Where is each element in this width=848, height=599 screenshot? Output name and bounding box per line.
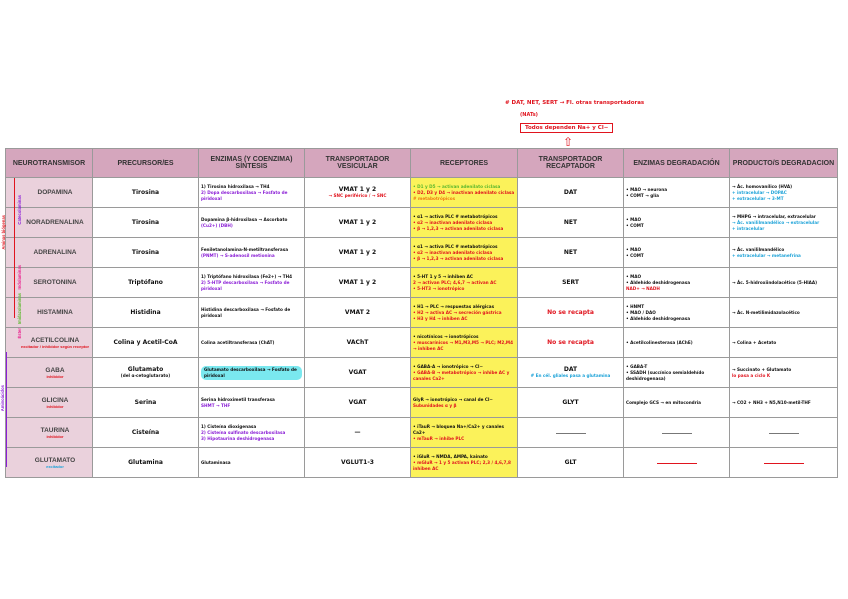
synthesis-enzyme: Histidina descarboxilasa → Fosfato de piridoxal	[201, 306, 291, 318]
degradation-enzyme: • MAO / DAO	[626, 309, 656, 315]
receptor: • GABA-A → ionotrópico → Cl−	[413, 363, 483, 369]
transporters-note: # DAT, NET, SERT → Fl. otras transportadoras	[505, 100, 645, 106]
receptors-cell	[411, 358, 518, 388]
side-label-aminas: Aminas biógenas	[1, 215, 6, 250]
synthesis-enzymes-cell	[199, 178, 305, 208]
reuptake-transporter-cell	[518, 268, 624, 298]
table-row	[6, 298, 838, 328]
precursor-cell	[93, 328, 199, 358]
neurotransmitter-table	[5, 148, 838, 478]
synthesis-enzymes-cell	[199, 208, 305, 238]
precursor: Tirosina	[131, 189, 160, 196]
reuptake-transporter: GLYT	[562, 399, 579, 406]
receptor: • D1 y D5 → activan adenilato ciclasa	[413, 183, 501, 189]
synthesis-enzyme: Feniletanolamina-N-metiltransferasa	[201, 246, 289, 252]
receptor: • mGluR → 1 y 5 activan PLC; 2,3 / 4,6,7,8 inhiben AC	[413, 459, 511, 471]
reuptake-transporter: DAT	[563, 189, 578, 196]
effect-label: inhibidor	[46, 433, 64, 439]
receptor: • H3 y H4 → inhiben AC	[413, 315, 468, 321]
synthesis-enzyme: (PNMT) → S-adenosil metionina	[201, 252, 275, 258]
receptor: • α1 → activa PLC # metabotrópicos	[413, 243, 498, 249]
effect-label: excitador / inhibidor según receptor	[20, 343, 90, 349]
vesicular-transporter: VGAT	[348, 369, 367, 376]
synthesis-enzymes-cell	[199, 238, 305, 268]
degradation-enzyme: • Aldehído deshidrogenasa	[626, 315, 691, 321]
synthesis-enzyme: 1) Tirosina hidroxilasa → TH4	[201, 183, 270, 189]
reuptake-transporter-cell	[518, 238, 624, 268]
synthesis-enzyme: 2) Dopa descarboxilasa → Fosfato de piridoxal	[201, 189, 288, 201]
vesicular-transporter: VMAT 1 y 2	[338, 186, 377, 193]
degradation-product: → MHPG → intracelular, extracelular	[732, 213, 816, 219]
vesicular-transporter: VMAT 1 y 2	[338, 219, 377, 226]
precursor: Glutamina	[128, 459, 163, 466]
precursor: Serina	[134, 399, 157, 406]
receptor: • β → 1,2,3 → activan adenilato ciclasa	[413, 225, 504, 231]
synthesis-enzyme: Colina acetiltransferasa (ChAT)	[201, 339, 275, 345]
degradation-products-cell	[730, 418, 838, 448]
receptor: • GABA-B → metabotrópico → inhibe AC y canales Ca2+	[413, 369, 510, 381]
neurotransmitter-name: TAURINA	[40, 426, 70, 434]
side-label-imidazolaminas: Imidazolaminas	[17, 293, 22, 325]
receptor: # metabotrópicos	[413, 195, 456, 201]
empty-dash	[662, 433, 692, 434]
synthesis-enzymes-cell	[199, 358, 305, 388]
column-header: PRODUCTO/S DEGRADACION	[730, 149, 838, 178]
reuptake-note: # En cél. gliales pasa a glutamina	[530, 373, 611, 378]
reuptake-transporter: SERT	[562, 279, 579, 286]
vesicular-transporter-cell	[305, 298, 411, 328]
receptors-cell	[411, 328, 518, 358]
degradation-product: → CO2 + NH3 + N5,N10-metil-THF	[732, 399, 811, 405]
table-row	[6, 208, 838, 238]
neurotransmitter-name: DOPAMINA	[37, 189, 73, 196]
vesicular-transporter-cell	[305, 178, 411, 208]
degradation-products-cell	[730, 388, 838, 418]
precursor-cell	[93, 388, 199, 418]
synthesis-enzyme: 3) Hipotaurina deshidrogenasa	[201, 435, 275, 441]
precursor-cell	[93, 178, 199, 208]
synthesis-enzymes-cell	[199, 388, 305, 418]
empty-dash	[657, 463, 697, 464]
precursor-cell	[93, 418, 199, 448]
vesicular-transporter: VMAT 1 y 2	[338, 249, 377, 256]
receptor: GlyR → ionotrópico → canal de Cl−	[413, 396, 493, 402]
degradation-enzyme: • MAO → neurona	[626, 186, 668, 192]
degradation-enzyme: • Aldehído deshidrogenasa	[626, 279, 691, 285]
degradation-products-cell	[730, 358, 838, 388]
vesicular-transporter: VAChT	[346, 339, 369, 346]
vesicular-transporter-cell	[305, 358, 411, 388]
sodium-chloride-note: Todos dependen Na+ y Cl−	[520, 123, 613, 133]
synthesis-enzymes-cell	[199, 298, 305, 328]
neurotransmitter-name: ACETILCOLINA	[30, 336, 80, 344]
synthesis-enzyme: Serina hidroximetil transferasa	[201, 396, 275, 402]
precursor-cell	[93, 268, 199, 298]
precursor: Tirosina	[131, 219, 160, 226]
reuptake-transporter: No se recapta	[547, 309, 594, 316]
neurotransmitter-name: SEROTONINA	[33, 279, 77, 286]
degradation-enzymes-cell	[624, 388, 730, 418]
degradation-enzymes-cell	[624, 358, 730, 388]
synthesis-enzyme: Glutaminasa	[201, 459, 231, 465]
vesicular-transporter-cell	[305, 418, 411, 448]
degradation-enzyme: • Acetilcolinesterasa (AChE)	[626, 339, 693, 345]
neurotransmitter-name: GABA	[45, 366, 65, 374]
effect-label: inhibidor	[46, 403, 64, 409]
column-header: ENZIMAS DEGRADACIÓN	[624, 149, 730, 178]
receptor: • nicotínicos → ionotrópicos	[413, 333, 479, 339]
degradation-enzymes-cell	[624, 208, 730, 238]
vesicular-transporter-cell	[305, 388, 411, 418]
degradation-enzymes-cell	[624, 268, 730, 298]
reuptake-transporter: NET	[563, 249, 578, 256]
degradation-product: → Ác. homovanílico (HVA)	[732, 183, 793, 189]
precursor-cell	[93, 298, 199, 328]
degradation-enzyme: • SSADH (succínico semialdehído deshidrogenasa)	[626, 369, 705, 381]
column-header: TRANSPORTADOR RECAPTADOR	[518, 149, 624, 178]
reuptake-transporter-cell	[518, 298, 624, 328]
neurotransmitter-name: ADRENALINA	[33, 249, 77, 256]
receptor: • muscarínicos → M1,M3,M5 → PLC; M2,M4 → inhiben AC	[413, 339, 514, 351]
side-label-catecolaminas: Catecolaminas	[17, 195, 22, 225]
degradation-enzymes-cell	[624, 178, 730, 208]
degradation-products-cell	[730, 448, 838, 478]
synthesis-enzymes-cell	[199, 268, 305, 298]
synthesis-enzyme: SHMT → THF	[201, 402, 231, 408]
degradation-product: + extracelular → metanefrina	[732, 252, 801, 258]
reuptake-transporter-cell	[518, 178, 624, 208]
column-header: ENZIMAS (Y COENZIMA) SÍNTESIS	[199, 149, 305, 178]
receptor: • iTauR → bloquea Na+/Ca2+ y canales Ca2+	[413, 423, 504, 435]
receptors-cell	[411, 388, 518, 418]
synthesis-enzyme: Dopamina β-hidroxilasa → Ascorbato	[201, 216, 288, 222]
degradation-enzyme: • COMT	[626, 222, 644, 228]
degradation-products-cell	[730, 298, 838, 328]
synthesis-enzymes-cell	[199, 418, 305, 448]
precursor-cell	[93, 238, 199, 268]
degradation-enzyme: Complejo GCS → en mitocondria	[626, 399, 702, 405]
degradation-product: → Ác. vanililmandélico	[732, 246, 785, 252]
neurotransmitter-name: GLUTAMATO	[34, 456, 76, 464]
table-row	[6, 448, 838, 478]
table-row	[6, 388, 838, 418]
vesicular-transporter-cell	[305, 238, 411, 268]
degradation-products-cell	[730, 238, 838, 268]
receptor: • H2 → activa AC → secreción gástrica	[413, 309, 502, 315]
neurotransmitter-name: NORADRENALINA	[26, 219, 84, 226]
table-row	[6, 238, 838, 268]
synthesis-enzymes-cell	[199, 448, 305, 478]
reuptake-transporter: GLT	[564, 459, 577, 466]
receptor: • H1 → PLC → respuestas alérgicas	[413, 303, 495, 309]
column-header: PRECURSOR/ES	[93, 149, 199, 178]
receptors-cell	[411, 418, 518, 448]
neurotransmitter-cell	[6, 238, 93, 268]
reuptake-transporter-cell	[518, 418, 624, 448]
bracket-aminas	[14, 178, 15, 318]
degradation-products-cell	[730, 178, 838, 208]
precursor: Triptófano	[128, 279, 163, 286]
degradation-product: → Ác. 5-hidroxiindolacético (5-HIAA)	[732, 279, 818, 285]
degradation-products-cell	[730, 268, 838, 298]
vesicular-transporter: VGAT	[348, 399, 367, 406]
synthesis-enzyme: 2) 5-HTP descarboxilasa → Fosfato de piridoxal	[201, 279, 290, 291]
precursor: Histidina	[130, 309, 161, 316]
vesicular-transporter-cell	[305, 208, 411, 238]
precursor-cell	[93, 448, 199, 478]
degradation-enzyme: • HNMT	[626, 303, 645, 309]
precursor-note: (del α-cetoglutarato)	[120, 373, 171, 378]
effect-label: excitador	[46, 463, 64, 469]
precursor: Glutamato	[127, 366, 164, 373]
degradation-enzymes-cell	[624, 238, 730, 268]
receptors-cell	[411, 448, 518, 478]
table-row	[6, 358, 838, 388]
receptors-cell	[411, 238, 518, 268]
reuptake-transporter-cell	[518, 208, 624, 238]
reuptake-transporter-cell	[518, 358, 624, 388]
receptor: • iGluR → NMDA, AMPA, kainato	[413, 453, 488, 459]
degradation-enzymes-cell	[624, 328, 730, 358]
precursor: Cisteína	[131, 429, 160, 436]
synthesis-enzyme: (Cu2+) (DBH)	[201, 222, 233, 228]
degradation-product: → Succinato + Glutamato	[732, 366, 792, 372]
column-header: TRANSPORTADOR VESICULAR	[305, 149, 411, 178]
side-label-aminoacidos: Aminoácidos	[0, 385, 5, 412]
receptor: • D2, D3 y D4 → inactivan adenilato ciclasa	[413, 189, 515, 195]
reuptake-transporter: NET	[563, 219, 578, 226]
degradation-product: → Colina + Acetato	[732, 339, 777, 345]
table-row	[6, 418, 838, 448]
degradation-product: lo pasa a ciclo K	[732, 372, 771, 378]
vesicular-transporter-cell	[305, 448, 411, 478]
neurotransmitter-cell	[6, 448, 93, 478]
vesicular-transporter: VMAT 2	[344, 309, 371, 316]
synthesis-enzyme: 2) Cisteína sulfinato descarboxilasa	[201, 429, 286, 435]
reuptake-transporter-cell	[518, 388, 624, 418]
synthesis-enzymes-cell	[199, 328, 305, 358]
precursor: Tirosina	[131, 249, 160, 256]
reuptake-transporter-cell	[518, 448, 624, 478]
degradation-product: + intracelular → DOPAC	[732, 189, 787, 195]
receptors-cell	[411, 268, 518, 298]
receptors-cell	[411, 178, 518, 208]
receptor: • α1 → activa PLC # metabotrópicos	[413, 213, 498, 219]
empty-dash	[764, 463, 804, 464]
degradation-enzymes-cell	[624, 298, 730, 328]
column-header: NEUROTRANSMISOR	[6, 149, 93, 178]
receptor: • 5-HT3 → ionotrópico	[413, 285, 465, 291]
degradation-product: → Ác. vanililmandélico → extracelular	[732, 219, 820, 225]
receptor: • 5-HT 1 y 5 → inhiben AC	[413, 273, 473, 279]
empty-dash	[769, 433, 799, 434]
vesicular-transporter-cell	[305, 328, 411, 358]
vesicular-transporter: VGLUT1-3	[341, 459, 374, 466]
table-row	[6, 178, 838, 208]
synthesis-enzyme: 1) Cisteína dioxigenasa	[201, 423, 257, 429]
receptor: 2 → activan PLC; 4,6,7 → activan AC	[413, 279, 497, 285]
vesicular-transporter: VMAT 1 y 2	[338, 279, 377, 286]
receptor: • α2 → inactivan adenilato ciclasa	[413, 219, 493, 225]
neurotransmitter-cell	[6, 358, 93, 388]
arrow-up-icon: ⇧	[563, 135, 574, 149]
degradation-product: + intracelular	[732, 225, 765, 231]
degradation-enzymes-cell	[624, 418, 730, 448]
vesicular-note: → SNC periférico / → SNC	[328, 193, 387, 198]
degradation-note: NAD+ → NADH	[626, 285, 660, 291]
degradation-enzyme: • MAO	[626, 246, 642, 252]
column-header: RECEPTORES	[411, 149, 518, 178]
degradation-enzyme: • GABA-T	[626, 363, 648, 369]
neurotransmitter-name: HISTAMINA	[37, 309, 73, 316]
effect-label: inhibidor	[46, 373, 64, 379]
side-label-ester: Éster	[17, 328, 22, 339]
receptors-cell	[411, 208, 518, 238]
degradation-products-cell	[730, 208, 838, 238]
degradation-enzyme: • MAO	[626, 273, 642, 279]
degradation-enzyme: • COMT → glía	[626, 192, 659, 198]
receptor: Subunidades α y β	[413, 402, 457, 408]
degradation-product: + extracelular → 3-MT	[732, 195, 784, 201]
empty-dash	[556, 433, 586, 434]
degradation-enzymes-cell	[624, 448, 730, 478]
receptor: • α2 → inactivan adenilato ciclasa	[413, 249, 493, 255]
precursor: Colina y Acetil-CoA	[113, 339, 178, 346]
receptors-cell	[411, 298, 518, 328]
reuptake-transporter-cell	[518, 328, 624, 358]
neurotransmitter-name: GLICINA	[41, 396, 69, 404]
reuptake-transporter: No se recapta	[547, 339, 594, 346]
synthesis-enzyme: Glutamato descarboxilasa → Fosfato de piridoxal	[201, 366, 302, 380]
side-label-indolaminas: Indolaminas	[17, 265, 22, 290]
table-row	[6, 268, 838, 298]
table-row	[6, 328, 838, 358]
bracket-aminoacidos	[6, 352, 7, 467]
nats-note: (NATs)	[520, 112, 538, 118]
precursor-cell	[93, 358, 199, 388]
synthesis-enzyme: 1) Triptófano hidroxilasa (Fe2+) → TH4	[201, 273, 293, 279]
degradation-enzyme: • MAO	[626, 216, 642, 222]
vesicular-transporter: —	[354, 429, 361, 436]
precursor-cell	[93, 208, 199, 238]
neurotransmitter-cell	[6, 418, 93, 448]
degradation-product: → Ác. N-metilimidazolacético	[732, 309, 800, 315]
neurotransmitter-cell	[6, 388, 93, 418]
degradation-products-cell	[730, 328, 838, 358]
receptor: • mTauR → inhibe PLC	[413, 435, 465, 441]
receptor: • β → 1,2,3 → activan adenilato ciclasa	[413, 255, 504, 261]
reuptake-transporter: DAT	[563, 366, 578, 373]
vesicular-transporter-cell	[305, 268, 411, 298]
degradation-enzyme: • COMT	[626, 252, 644, 258]
